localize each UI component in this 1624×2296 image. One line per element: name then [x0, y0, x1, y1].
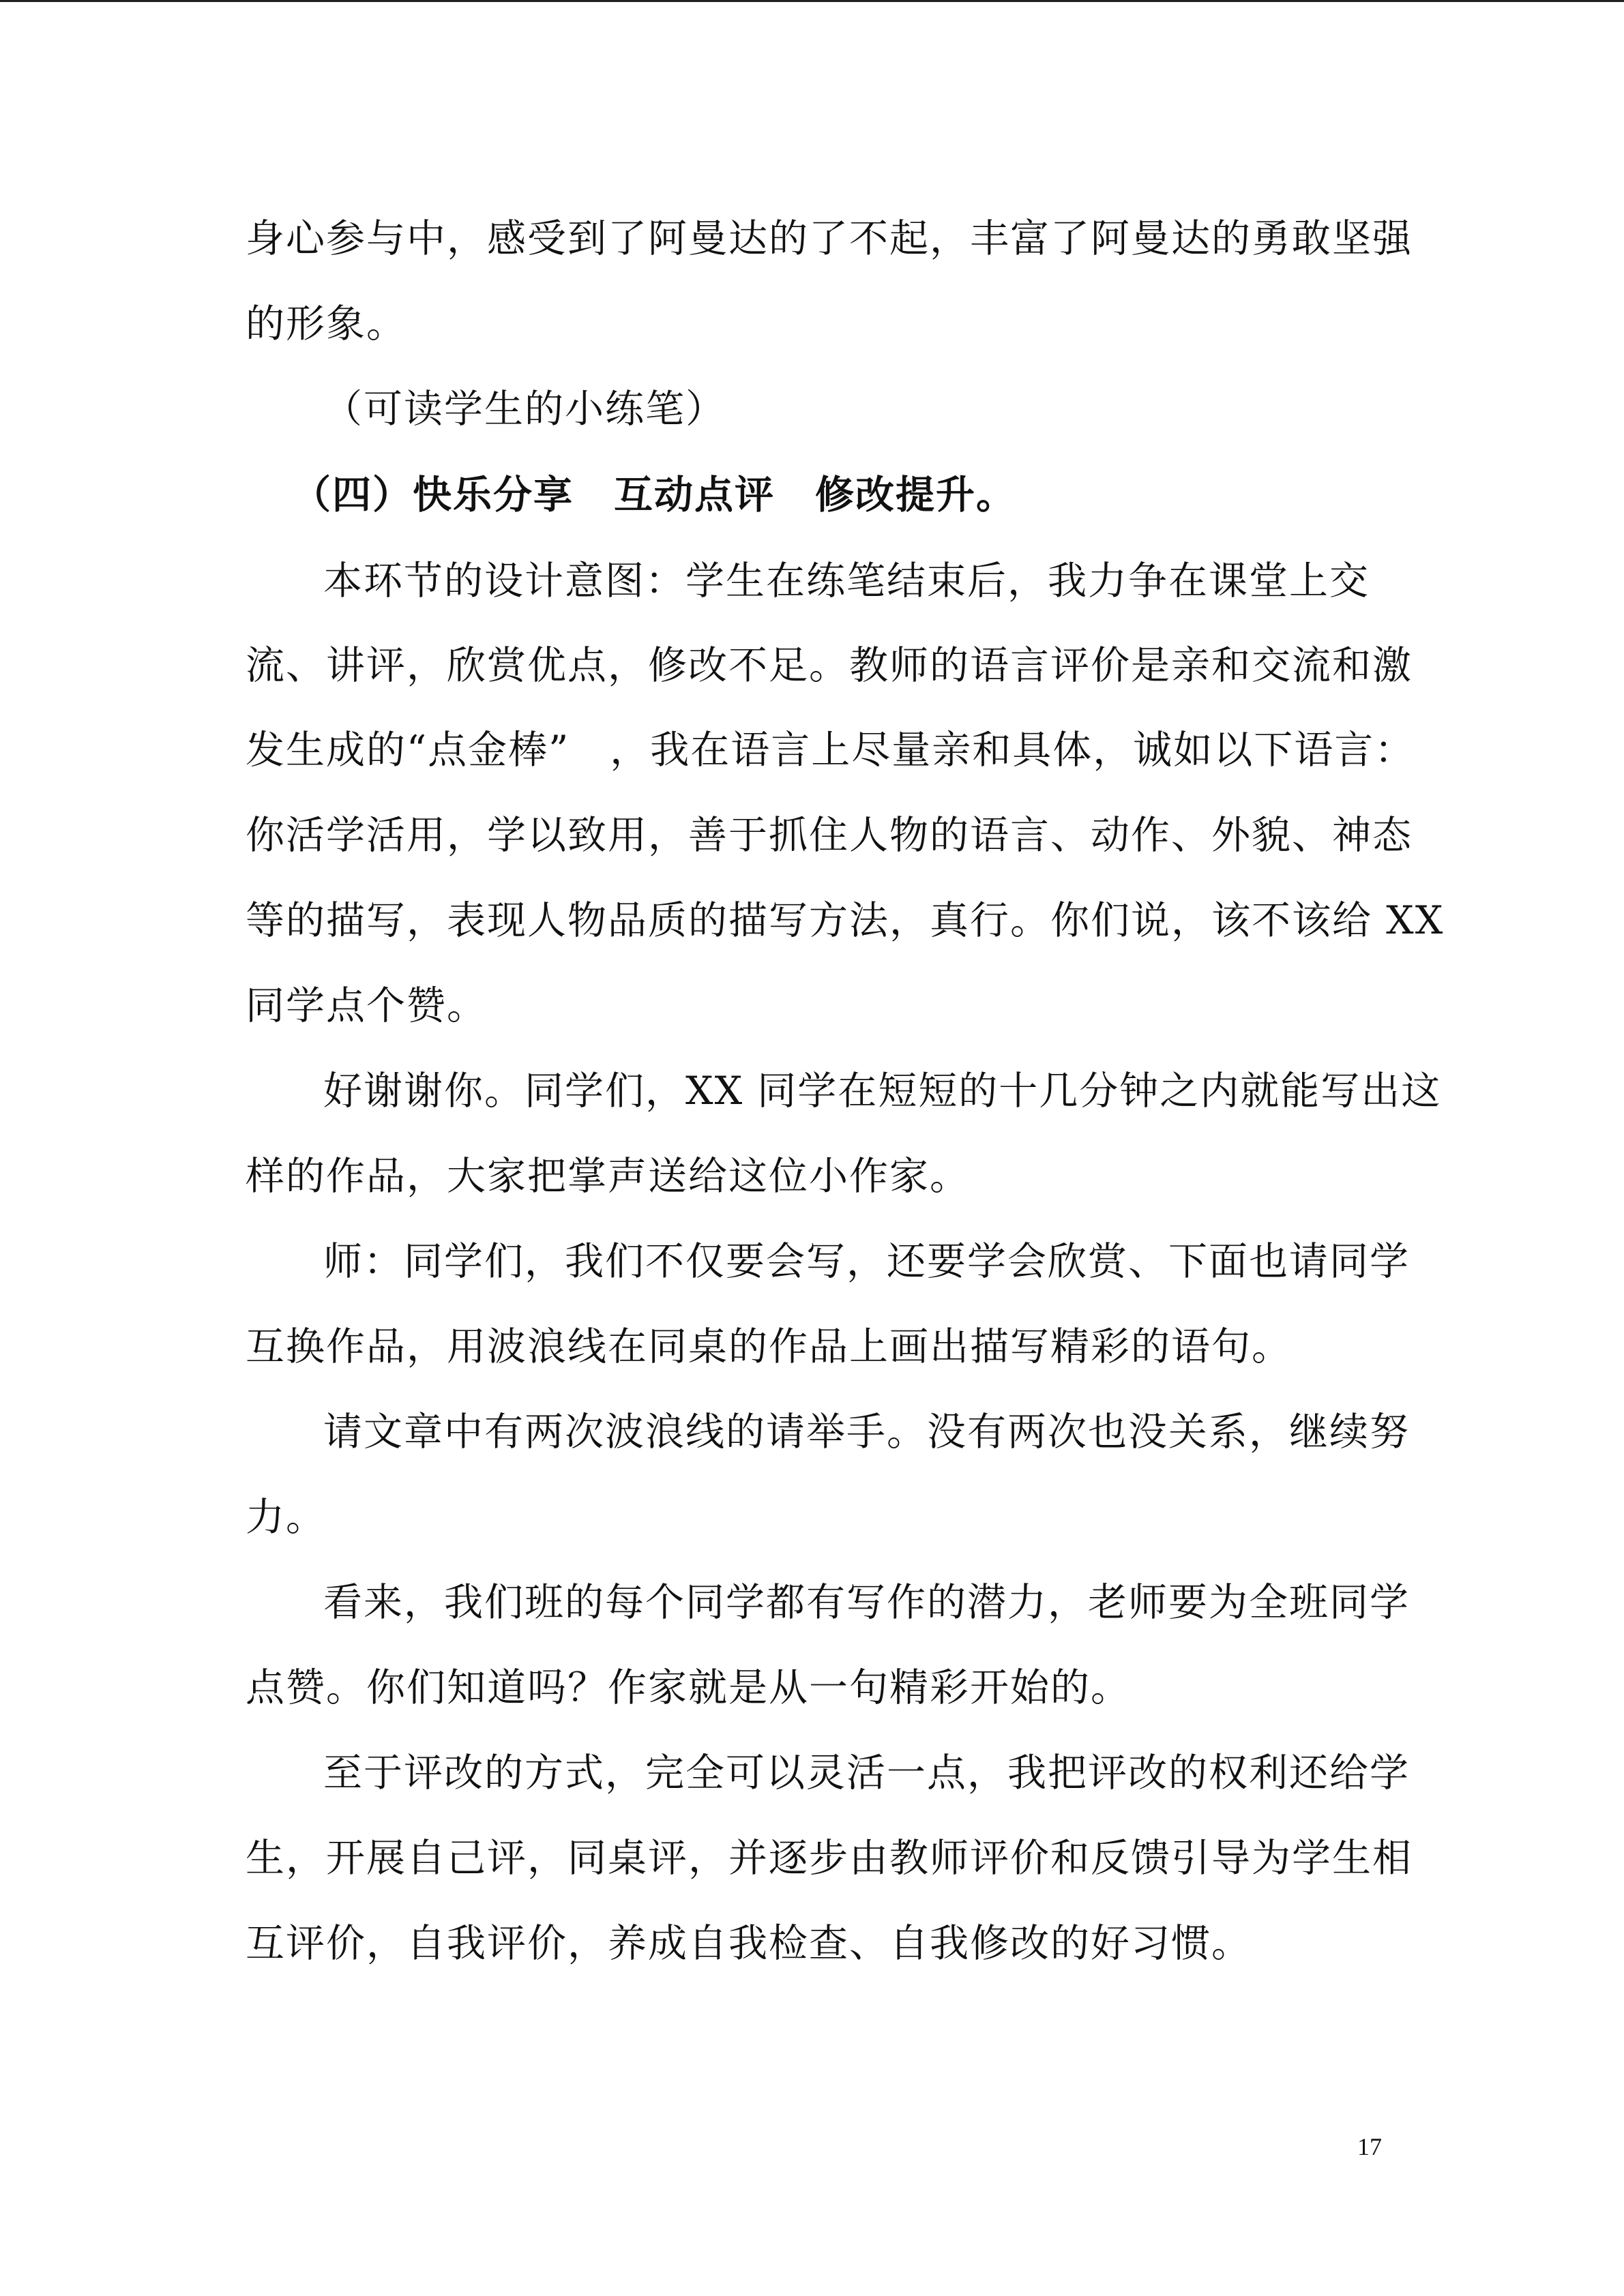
section-heading: （四）快乐分享 互动点评 修改提升。 — [292, 472, 1016, 518]
body-line: 发生成的“点金棒” ，我在语言上尽量亲和具体，诚如以下语言： — [246, 728, 1415, 773]
body-line: 互换作品，用波浪线在同桌的作品上画出描写精彩的语句。 — [246, 1324, 1292, 1369]
page-number: 17 — [1357, 2133, 1382, 2160]
body-line: 流、讲评，欣赏优点，修改不足。教师的语言评价是亲和交流和激 — [246, 643, 1413, 688]
body-line: 等的描写，表现人物品质的描写方法，真行。你们说，该不该给 XX — [246, 898, 1445, 943]
body-line: 请文章中有两次波浪线的请举手。没有两次也没关系，继续努 — [323, 1410, 1410, 1455]
body-line: 你活学活用，学以致用，善于抓住人物的语言、动作、外貌、神态 — [246, 813, 1413, 858]
body-line: 师：同学们，我们不仅要会写，还要学会欣赏、下面也请同学 — [323, 1239, 1410, 1284]
note-line: （可读学生的小练笔） — [323, 387, 726, 432]
body-line: 本环节的设计意图：学生在练笔结束后，我力争在课堂上交 — [323, 558, 1370, 603]
body-line: 样的作品，大家把掌声送给这位小作家。 — [246, 1154, 970, 1199]
body-line: 好谢谢你。同学们，XX 同学在短短的十几分钟之内就能写出这 — [323, 1069, 1442, 1114]
body-line: 身心参与中，感受到了阿曼达的了不起，丰富了阿曼达的勇敢坚强 — [246, 216, 1413, 261]
body-line: 至于评改的方式，完全可以灵活一点，我把评改的权利还给学 — [323, 1750, 1410, 1795]
body-line: 看来，我们班的每个同学都有写作的潜力，老师要为全班同学 — [323, 1580, 1410, 1625]
body-line: 点赞。你们知道吗？作家就是从一句精彩开始的。 — [246, 1665, 1131, 1710]
top-border-rule — [0, 0, 1624, 2]
body-line: 力。 — [246, 1495, 326, 1540]
body-line: 的形象。 — [246, 301, 407, 346]
body-line: 互评价，自我评价，养成自我检查、自我修改的好习惯。 — [246, 1921, 1252, 1966]
body-line: 生，开展自己评，同桌评，并逐步由教师评价和反馈引导为学生相 — [246, 1836, 1413, 1881]
body-line: 同学点个赞。 — [246, 983, 487, 1028]
